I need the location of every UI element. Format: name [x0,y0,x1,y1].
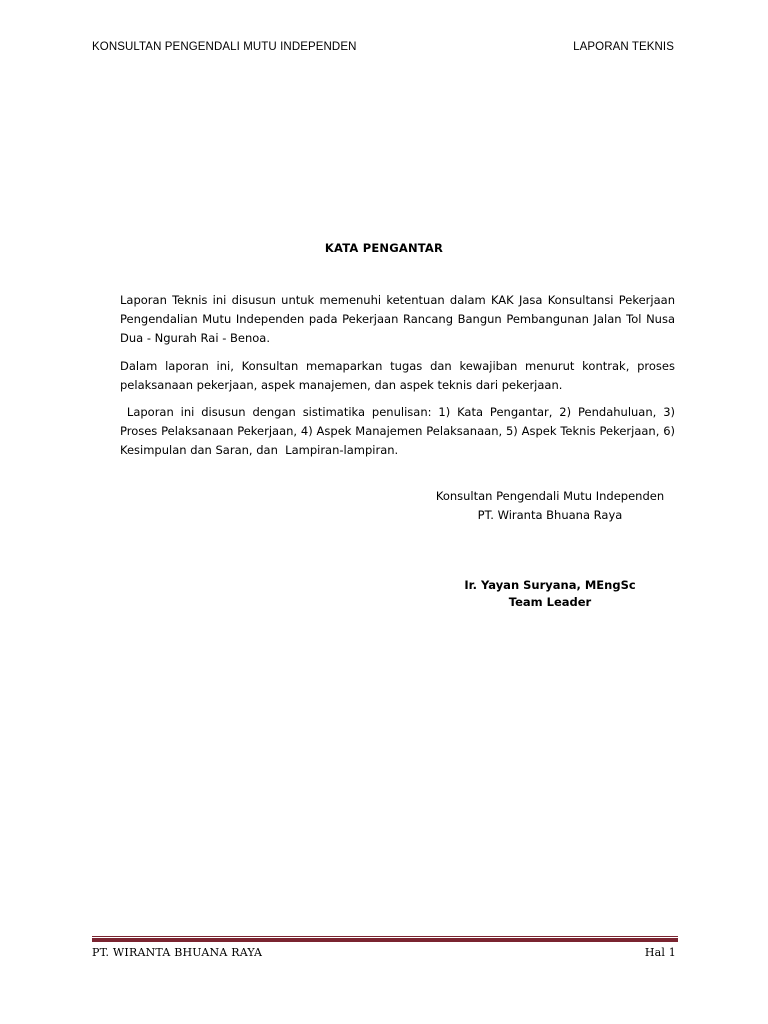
footer-divider-thin-line [92,936,678,937]
footer-divider [92,936,678,943]
paragraph-3: Laporan ini disusun dengan sistimatika penulisan: 1) Kata Pengantar, 2) Pendahuluan, 3) Proses Pelaksanaan Pekerjaan, 4) Aspek Manajemen Pelaksanaan, 5) Aspek Teknis Pekerjaan, 6) Kesimpulan dan Saran, dan Lampiran-lampiran. [120,405,679,458]
signature-organization: Konsultan Pengendali Mutu Independen [435,489,665,503]
signature-person-block [390,577,710,612]
signature-name: Ir. Yayan Suryana, MEngSc [464,578,636,592]
footer-divider-thick-line [92,938,678,942]
paragraph-1: Laporan Teknis ini disusun untuk memenuhi ketentuan dalam KAK Jasa Konsultansi Pekerjaan Pengendalian Mutu Independen pada Pekerjaan Rancang Bangun Pembangunan Jalan Tol Nusa Dua - Ngurah Rai - Benoa. [120,293,675,346]
page-header [92,41,674,53]
document-title: KATA PENGANTAR [324,241,444,255]
body-text [120,291,679,461]
signature-organization-block [390,487,710,526]
signature-role: Team Leader [508,595,592,610]
footer-company: PT. WIRANTA BHUANA RAYA [92,946,263,959]
header-right-text: LAPORAN TEKNIS [573,41,674,53]
page-footer [92,946,676,959]
page-number: Hal 1 [644,946,676,959]
header-left-text: KONSULTAN PENGENDALI MUTU INDEPENDEN [92,41,357,53]
signature-company: PT. Wiranta Bhuana Raya [477,508,623,523]
paragraph-2: Dalam laporan ini, Konsultan memaparkan tugas dan kewajiban menurut kontrak, proses pelaksanaan pekerjaan, aspek manajemen, dan aspek teknis dari pekerjaan. [120,358,675,392]
